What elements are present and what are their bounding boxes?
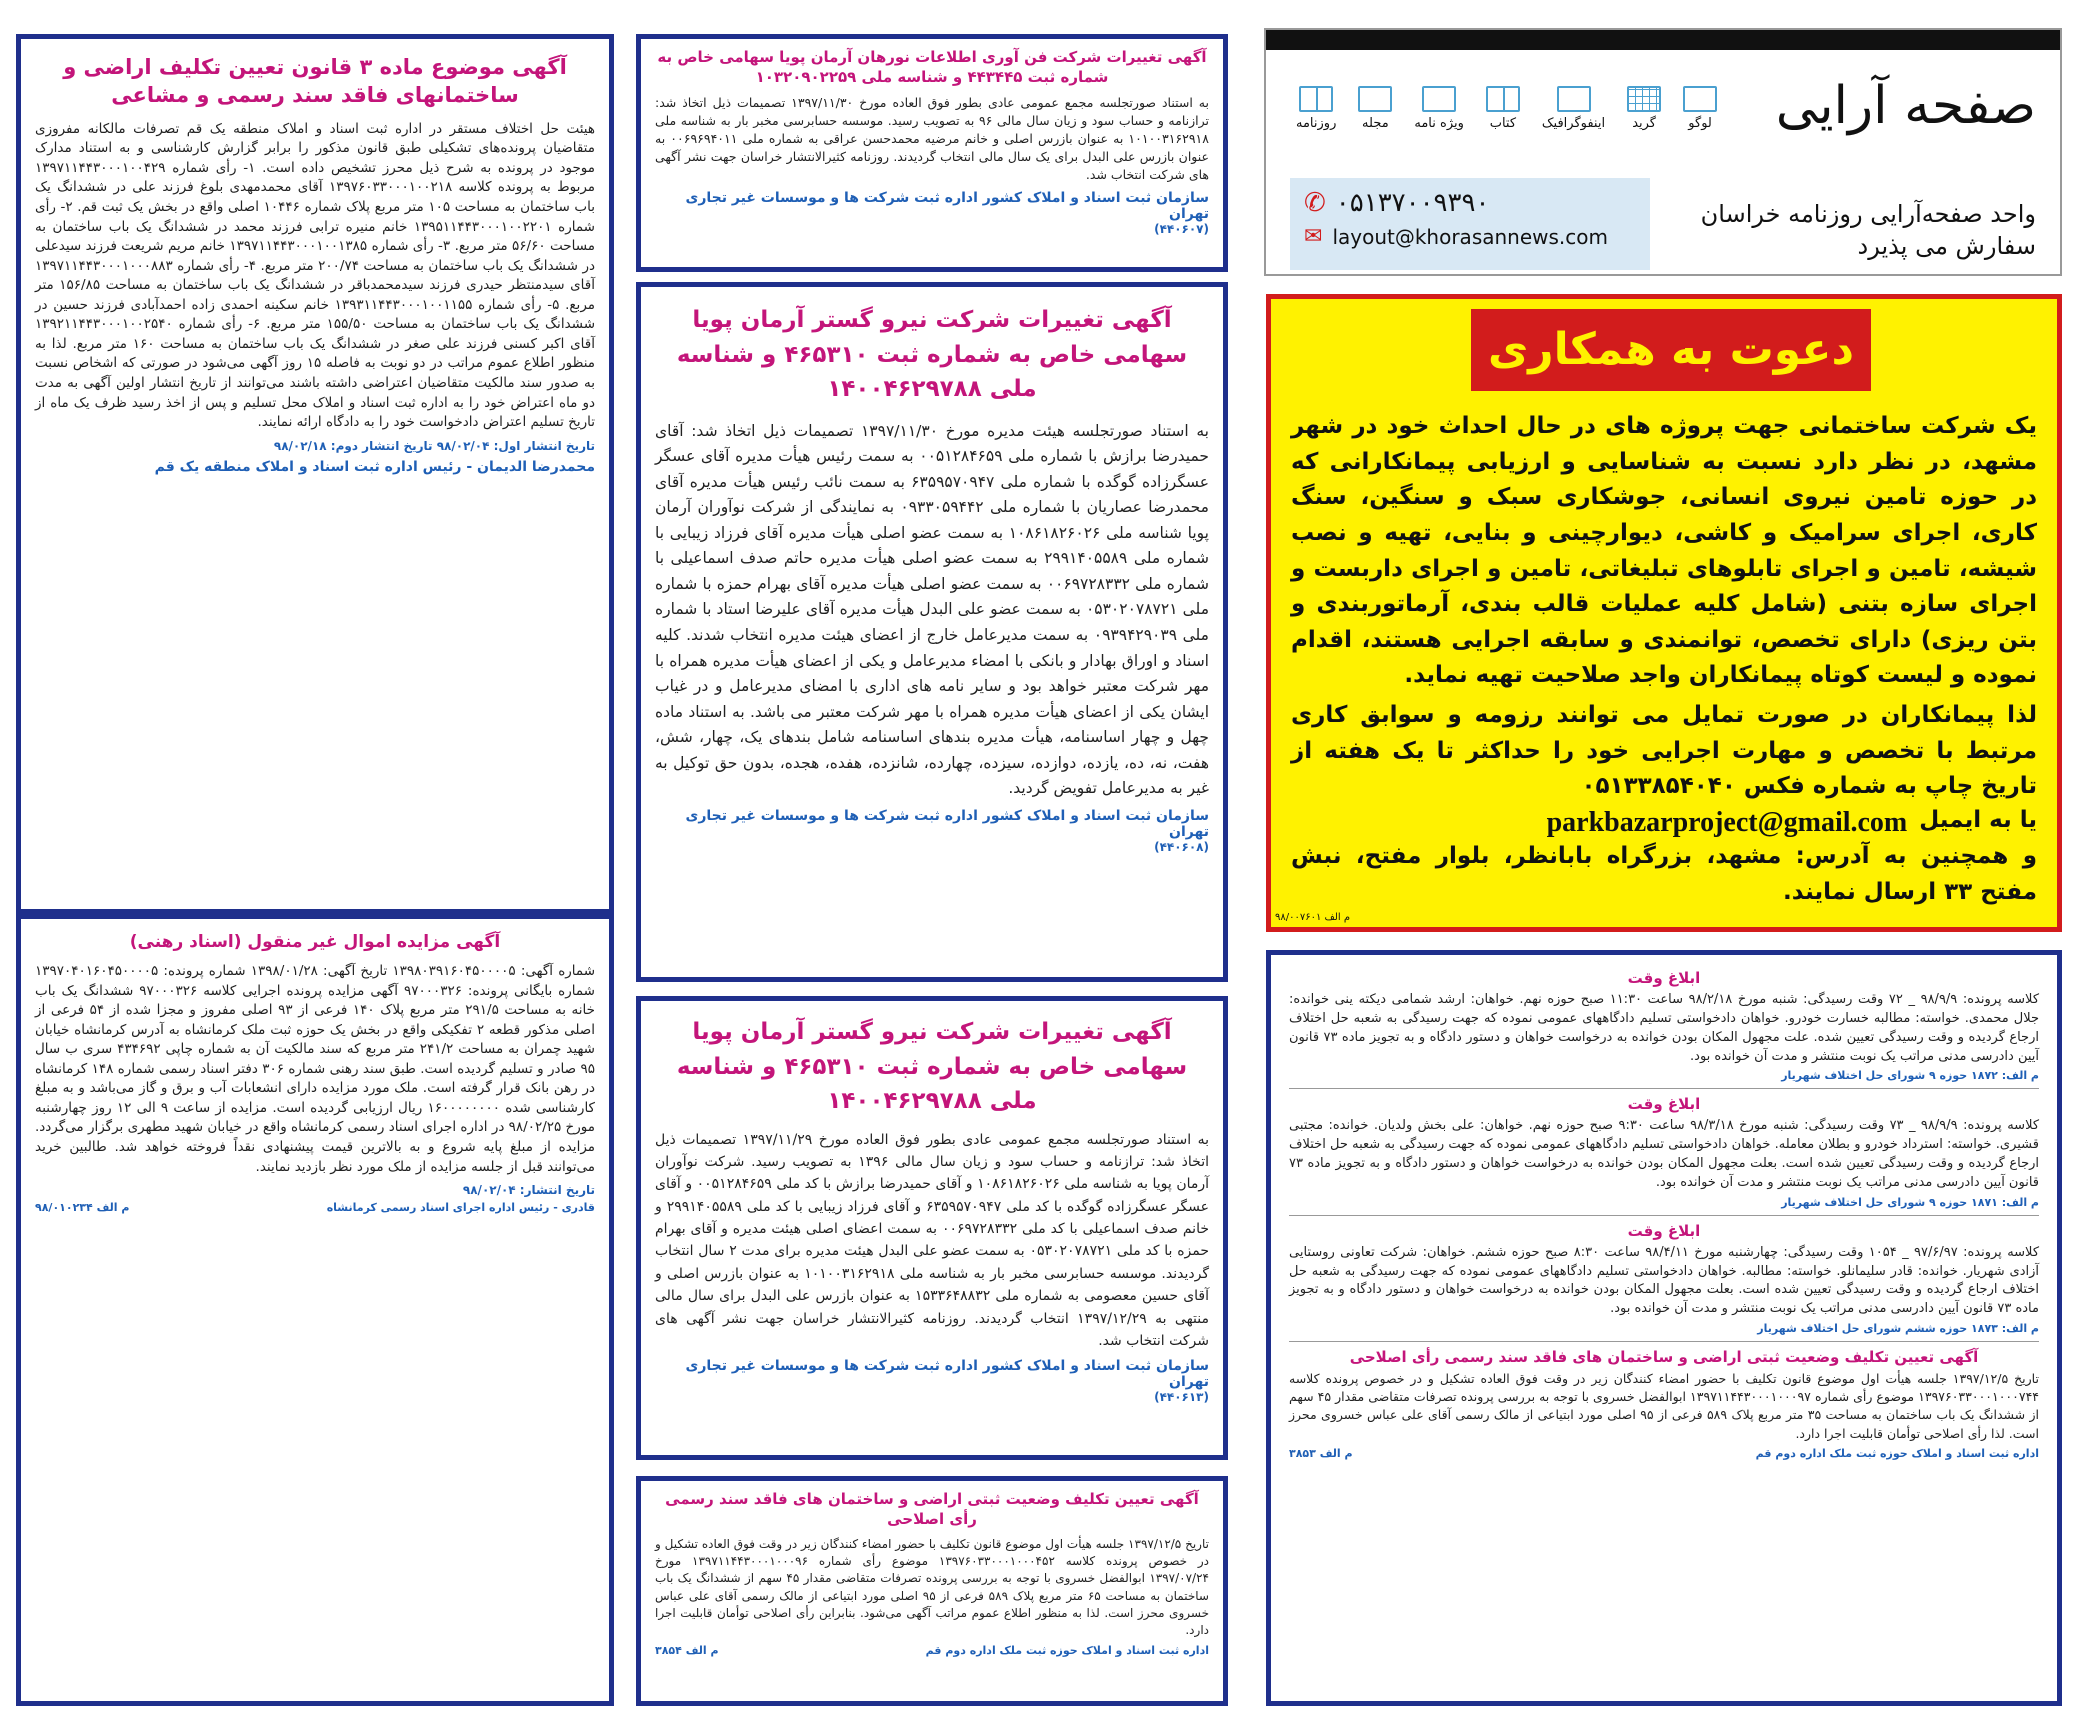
notice-code: م الف ۳۸۵۳	[1289, 1446, 1353, 1460]
divider	[1289, 1088, 2039, 1089]
mail-icon: ✉	[1304, 224, 1323, 249]
invitation-email-prefix: یا به ایمیل	[1919, 807, 2037, 834]
land-title-correction-ad	[636, 1476, 1228, 1706]
grid-icon	[1627, 86, 1661, 112]
ad-signature: قادری - رئیس اداره اجرای اسناد رسمی کرمانشاه	[326, 1201, 595, 1215]
court-notices	[1266, 950, 2062, 1706]
notice-title: آگهی تعیین تکلیف وضعیت ثبتی اراضی و ساختمان های فاقد سند رسمی رأی اصلاحی	[1349, 1348, 1979, 1367]
notice-body: کلاسه پرونده: ۹۸/۹/۹ _ ۷۲ وقت رسیدگی: شنبه مورخ ۹۸/۲/۱۸ ساعت ۱۱:۳۰ صبح حوزه نهم. خواهان: ارشد شمامی دیکته ینی خوانده: جلال محمدی. خواسته: مطالبه خسارت خودرو. خواهان دادخواستی تسلیم دادگاههای عمومی نموده که جهت رسیدگی به شعبه حل اختلاف ارجاع گردیده و وقت رسیدگی تعیین شده. علت مجهول المکان بودن خوانده به درخواست خواهان و دستور دادگاه و به تجویز ماده ۷۳ قانون آیین دادرسی مدنی مراتب یک نوبت منتشر و مدت آن خوانده بود.	[1289, 992, 2040, 1064]
logo-icon	[1683, 86, 1717, 112]
ad-dates: تاریخ انتشار اول: ۹۸/۰۲/۰۴ تاریخ انتشار دوم: ۹۸/۰۲/۱۸	[273, 438, 595, 453]
ad-code: (۴۴۰۶۱۳)	[1154, 1390, 1209, 1405]
divider	[1289, 1341, 2039, 1342]
ad-signature: سازمان ثبت اسناد و املاک کشور اداره ثبت شرکت ها و موسسات غیر تجاری تهران	[685, 190, 1209, 223]
invitation-email[interactable]: parkbazarproject@gmail.com	[1546, 807, 1908, 839]
phone-row	[1304, 188, 1636, 218]
invitation-email-row	[1291, 807, 2037, 839]
notice-body: تاریخ ۱۳۹۷/۱۲/۵ جلسه هیأت اول موضوع قانون تکلیف با حضور امضاء کنندگان زیر در وقت فوق العاده تشکیل و در خصوص پرونده کلاسه ۱۳۹۷۶۰۳۳۰۰۰۱۰۰۰۷۴۴ موضوع رأی شماره ۱۳۹۷۱۱۴۴۳۰۰۰۱۰۰۰۹۷ ابوالفضل خسروی با توجه به بررسی پرونده تصرفات متقاضی مقدار ۴۵ سهم از ششدانگ یک باب ساختمان به مساحت ۳۵ متر مربع پلاک ۵۸۹ فرعی از ۹۵ اصلی مورد ابتیاعی از مالک رسمی آقای علی عباس خسروی محرز است. لذا رأی اصلاحی توأمان قابلیت اجرا دارد.	[1289, 1371, 2039, 1441]
magazine-icon	[1358, 86, 1392, 112]
top-black-bar	[1266, 30, 2060, 50]
book-icon	[1486, 86, 1520, 112]
ad-title: آگهی تغییرات شرکت نیرو گستر آرمان پویا سهامی خاص به شماره ثبت ۴۶۵۳۱۰ و شناسه ملی ۱۴۰۰۴۶۲۹۷۸۸	[676, 307, 1188, 402]
newspaper-label: روزنامه	[1296, 116, 1337, 131]
service-note-line2: سفارش می پذیرد	[1857, 232, 2036, 261]
ad-code: (۴۴۰۶۰۷)	[1154, 222, 1209, 237]
notice-title: ابلاغ وقت	[1627, 1221, 1701, 1240]
infographic-item	[1542, 86, 1605, 131]
special-issue-label: ویژه نامه	[1414, 116, 1464, 131]
ad-body: هیئت حل اختلاف مستقر در اداره ثبت اسناد و املاک منطقه یک قم تصرفات مالکانه مفروزی متقاضیان پرونده‌های تشکیلی طبق قانون مذکور را برابر گزارش کارشناسی و به استناد مدارک موجود در پرونده به شرح ذیل محرز تشخیص داده است. ۱- رأی شماره ۱۳۹۷۱۱۴۴۳۰۰۰۱۰۰۴۲۹ مربوط به پرونده کلاسه ۱۳۹۷۶۰۳۳۰۰۰۱۰۰۲۱۸ آقای محمدمهدی بلوغ فرزند علی در ششدانگ یک باب ساختمان به مساحت ۱۰۵ متر مربع پلاک شماره ۱۰۴۴۶ اصلی واقع در بخش یک ثبت قم. ۲- رأی شماره ۱۳۹۵۱۱۴۴۳۰۰۰۱۰۰۲۲۰۱ خانم منیره ترابی فرزند محمد در ششدانگ یک باب ساختمان به مساحت ۵۶/۶۰ متر مربع. ۳- رأی شماره ۱۳۹۷۱۱۴۴۳۰۰۰۱۰۰۱۳۸۵ خانم مریم شریعت فرزند سیدعلی در ششدانگ یک باب ساختمان به مساحت ۲۰۰/۷۴ متر مربع. ۴- رأی شماره ۱۳۹۷۱۱۴۴۳۰۰۰۱۰۰۰۸۸۳ آقای سیدمنتظر حیدری فرزند سیدمحمدباقر در ششدانگ یک باب ساختمان به مساحت ۱۵۶/۸۵ متر مربع. ۵- رأی شماره ۱۳۹۳۱۱۴۴۳۰۰۰۱۰۰۱۱۵۵ خانم سکینه احمدی زاده احمدآبادی فرزند حسین در ششدانگ یک باب ساختمان به مساحت ۱۵۵/۵۰ متر مربع. ۶- رأی شماره ۱۳۹۲۱۱۴۴۳۰۰۰۱۰۰۲۵۴۰ آقای اکبر کسنی فرزند علی صغر در ششدانگ یک باب ساختمان به مساحت ۱۶۰ متر مربع. لذا به منظور اطلاع عموم مراتب در دو نوبت به فاصله ۱۵ روز آگهی می‌شود در صورتی که اشخاص نسبت به صدور سند مالکیت متقاضیان اعتراضی داشته باشند می‌توانند از تاریخ انتشار اولین آگهی به مدت دو ماه اعتراض خود را به اداره ثبت اسناد و املاک محل تسلیم و پس از اخذ رسید ظرف یک ماه از تاریخ تسلیم اعتراض دادخواست خود را به دادگاه ارائه نمایند.	[35, 120, 596, 431]
divider	[1289, 1215, 2039, 1216]
book-item	[1486, 86, 1520, 131]
logo-label: لوگو	[1688, 116, 1712, 131]
ad-dates: تاریخ انتشار: ۹۸/۰۲/۰۴	[462, 1183, 595, 1198]
ad-title: آگهی تعیین تکلیف وضعیت ثبتی اراضی و ساختمان های فاقد سند رسمی رأی اصلاحی	[665, 1490, 1199, 1529]
company-change-ad-3	[636, 996, 1228, 1460]
infographic-icon	[1557, 86, 1591, 112]
ad-body: به استناد صورتجلسه مجمع عمومی عادی بطور فوق العاده مورخ ۱۳۹۷/۱۱/۳۰ تصمیمات ذیل اتخاذ شد: ترازنامه و حساب سود و زیان سال مالی ۹۶ به تصویب رسید. موسسه حسابرسی مخبر بار به شناسه ملی ۱۰۱۰۰۳۱۶۲۹۱۸ به عنوان بازرس اصلی و خانم مرضیه محمدحسن عراقی به شماره ملی ۰۰۶۹۶۹۴۰۱۱ به عنوان بازرس علی البدل برای یک سال مالی انتخاب گردیدند. روزنامه کثیرالانتشار خراسان جهت نشر آگهی های شرکت انتخاب شد.	[655, 94, 1210, 182]
ad-code: م الف ۳۸۵۴	[655, 1643, 719, 1657]
newspaper-icon	[1299, 86, 1333, 112]
magazine-item	[1358, 86, 1392, 131]
company-change-ad-2	[636, 282, 1228, 982]
notice-3	[1289, 1222, 2039, 1335]
notice-code: م الف: ۱۸۷۳ حوزه ششم شورای حل اختلاف شهریار	[1757, 1322, 2039, 1336]
ad-title: آگهی مزایده اموال غیر منقول (اسناد رهنی)	[129, 932, 501, 952]
notice-1	[1289, 969, 2039, 1082]
ad-body: تاریخ ۱۳۹۷/۱۲/۵ جلسه هیأت اول موضوع قانون تکلیف با حضور امضاء کنندگان زیر در وقت فوق العاده تشکیل و در خصوص پرونده کلاسه ۱۳۹۷۶۰۳۳۰۰۰۱۰۰۰۴۵۲ موضوع رأی شماره ۱۳۹۷۱۱۴۴۳۰۰۰۱۰۰۰۹۶ مورخ ۱۳۹۷/۰۷/۲۴ ابوالفضل خسروی با توجه به بررسی پرونده تصرفات متقاضی مقدار ۴۵ سهم از ششدانگ یک باب ساختمان به مساحت ۶۵ متر مربع پلاک ۵۸۹ فرعی از ۹۵ اصلی مورد ابتیاعی از مالک رسمی آقای علی عباس خسروی محرز است. لذا به منظور اطلاع عموم مراتب آگهی می‌شود. بنابراین رأی اصلاحی توأمان قابلیت اجرا دارد.	[655, 1536, 1210, 1638]
magazine-label: مجله	[1362, 116, 1389, 131]
notice-signature: اداره ثبت اسناد و املاک حوزه ثبت ملک اداره دوم قم	[1755, 1446, 2039, 1460]
ad-body: شماره آگهی: ۱۳۹۸۰۳۹۱۶۰۴۵۰۰۰۰۵ تاریخ آگهی: ۱۳۹۸/۰۱/۲۸ شماره پرونده: ۱۳۹۷۰۴۰۱۶۰۴۵۰۰۰۰۵ شماره بایگانی پرونده: ۹۷۰۰۰۳۲۶ آگهی مزایده پرونده اجرایی کلاسه ۹۷۰۰۰۳۲۶ ششدانگ یک باب خانه به مساحت ۲۹۱/۵ متر مربع پلاک ۱۴۰ فرعی از ۹۳ اصلی مفروز و مجزا شده از ۵۴ فرعی از اصلی مذکور قطعه ۲ تفکیکی واقع در بخش یک حوزه ثبت ملک کرمانشاه به آدرس کرمانشاه خیابان شهید چمران به مساحت ۲۴۱/۲ متر مربع که سند مالکیت آن به شماره چاپی ۴۳۴۶۹۲ سری ب سال ۹۵ صادر و تسلیم گردیده است. طبق سند رهنی شماره ۳۰۶ دفتر اسناد رسمی شماره ۱۴۸ کرمانشاه در رهن بانک قرار گرفته است. ملک مورد مزایده دارای انشعابات آب و برق و گاز می‌باشد و به مبلغ کارشناسی شده ۱۶۰۰۰۰۰۰۰۰ ریال ارزیابی گردیده است. مزایده از ساعت ۹ الی ۱۲ روز چهارشنبه مورخ ۹۸/۰۲/۲۵ در اداره اجرای اسناد رسمی کرمانشاه واقع در خیابان شهید مطهری برگزار می‌گردد. مزایده از مبلغ پایه شروع و به بالاترین قیمت پیشنهادی نقداً فروخته خواهد شد. طالبین خرید می‌توانند قبل از جلسه مزایده از ملک مورد نظر بازدید نمایند.	[34, 962, 596, 1175]
special-issue-item	[1414, 86, 1464, 131]
phone-icon: ✆	[1304, 188, 1326, 218]
notice-title: ابلاغ وقت	[1627, 969, 1701, 987]
ad-body: به استناد صورتجلسه هیئت مدیره مورخ ۱۳۹۷/۱۱/۳۰ تصمیمات ذیل اتخاذ شد: آقای حمیدرضا برازش با شماره ملی ۰۰۵۱۲۸۴۶۵۹ به سمت رئیس هیأت مدیره آقای عسگر عسگرزاده گوگده با شماره ملی ۶۳۵۹۵۷۰۹۴۷ به سمت نائب رئیس هیأت مدیره آقای محمدرضا عصاریان با شماره ملی ۰۹۳۳۰۵۹۴۴۲ به نمایندگی از شرکت نوآوران آرمان پویا شناسه ملی ۱۰۸۶۱۸۲۶۰۲۶ به سمت عضو اصلی هیأت مدیره آقای فرزاد زیبایی با شماره ملی ۲۹۹۱۴۰۵۵۸۹ به سمت عضو اصلی هیأت مدیره حاتم صدف اسماعیلی با شماره ملی ۰۰۶۹۷۲۸۳۳۲ به سمت عضو اصلی هیأت مدیره آقای بهرام حمزه با شماره ملی ۰۵۳۰۲۰۷۸۷۲۱ به سمت عضو علی البدل هیأت مدیره آقای علیرضا استاد با شماره ملی ۰۹۳۹۴۲۹۰۳۹ به سمت مدیرعامل خارج از اعضای هیئت مدیره انتخاب شدند. کلیه اسناد و اوراق بهادار و بانکی با امضاء مدیرعامل و یکی از اعضای هیأت مدیره همراه با مهر شرکت معتبر خواهد بود و سایر نامه های اداری با امضای مدیرعامل و در غیاب ایشان یکی از اعضای هیأت مدیره همراه با مهر شرکت معتبر می باشد. به استناد ماده چهل و چهار اساسنامه، هیأت مدیره بندهای اساسنامه شامل بندهای یک، چهار، شش، هفت، نه، ده، یازده، دوازده، سیزده، چهارده، شانزده، هفده، هجده، بدون حق توکیل به غیر به مدیرعامل تفویض گردید.	[655, 421, 1209, 798]
invitation-body-3: و همچنین به آدرس: مشهد، بزرگراه بابانظر، بلوار مفتح، نبش مفتح ۳۳ ارسال نمایند.	[1291, 843, 2037, 905]
ad-title: آگهی تغییرات شرکت فن آوری اطلاعات نورهان آرمان پویا سهامی خاص به شماره ثبت ۴۴۳۴۴۵ و شناسه ملی ۱۰۳۲۰۹۰۲۲۵۹	[657, 48, 1207, 87]
email-address[interactable]: layout@khorasannews.com	[1332, 224, 1608, 249]
ad-signature: محمدرضا الدیمان - رئیس اداره ثبت اسناد و املاک منطقه یک قم	[154, 458, 595, 475]
ad-signature: اداره ثبت اسناد و املاک حوزه ثبت ملک اداره دوم قم	[925, 1643, 1209, 1657]
logo-item	[1683, 86, 1717, 131]
page-title: صفحه آرایی	[1775, 76, 2036, 136]
ad-title: آگهی تغییرات شرکت نیرو گستر آرمان پویا سهامی خاص به شماره ثبت ۴۶۵۳۱۰ و شناسه ملی ۱۴۰۰۴۶۲۹۷۸۸	[676, 1019, 1188, 1114]
service-note-line1: واحد صفحه‌آرایی روزنامه خراسان	[1700, 200, 2036, 228]
book-label: کتاب	[1489, 116, 1517, 131]
ad-code: م الف ۹۸/۰۱۰۲۳۴	[35, 1201, 130, 1215]
ad-code: (۴۴۰۶۰۸)	[1154, 839, 1209, 854]
notice-title: ابلاغ وقت	[1627, 1095, 1701, 1114]
notice-2	[1289, 1095, 2039, 1208]
email-row	[1304, 224, 1636, 249]
notice-4	[1289, 1348, 2039, 1460]
invitation-body: یک شرکت ساختمانی جهت پروژه های در حال احداث خود در شهر مشهد، در نظر دارد نسبت به شناسایی و ارزیابی پیمانکارانی که در حوزه تامین نیروی انسانی، جوشکاری سبک و سنگین، سنگ کاری، اجرای سرامیک و کاشی، دیوارچینی و بنایی، تهیه و نصب شیشه، تامین و اجرای تابلوهای تبلیغاتی، تامین و اجرای داربست و اجرای سازه بتنی (شامل کلیه عملیات قالب بندی، آرماتوربندی و بتن ریزی) دارای تخصص، توانمندی و سابقه اجرایی هستند، اقدام نموده و لیست کوتاه پیمانکاران واجد صلاحیت تهیه نماید.	[1291, 413, 2037, 689]
special-issue-icon	[1422, 86, 1456, 112]
grid-item	[1627, 86, 1661, 131]
ad-signature: سازمان ثبت اسناد و املاک کشور اداره ثبت شرکت ها و موسسات غیر تجاری تهران	[685, 807, 1209, 840]
notice-body: کلاسه پرونده: ۹۸/۹/۹ _ ۷۳ وقت رسیدگی: شنبه مورخ ۹۸/۳/۱۸ ساعت ۹:۳۰ صبح حوزه نهم. خواهان: علی بخش ولدیان. خوانده: مجتبی قشیری. خواسته: استرداد خودرو و بطلان معامله. خواهان دادخواستی تسلیم دادگاههای عمومی نموده که جهت رسیدگی به شعبه حل اختلاف ارجاع گردیده و وقت رسیدگی تعیین شده است. بعلت مجهول المکان بودن خوانده به درخواست خواهان و دستور دادگاه و به تجویز ماده ۷۳ قانون آیین دادرسی مدنی مراتب یک نوبت منتشر و مدت آن خوانده بود.	[1289, 1118, 2040, 1190]
service-icons	[1296, 86, 1717, 131]
grid-label: گرید	[1632, 116, 1656, 131]
company-change-ad-1	[636, 34, 1228, 272]
ad-signature: سازمان ثبت اسناد و املاک کشور اداره ثبت شرکت ها و موسسات غیر تجاری تهران	[685, 1358, 1209, 1391]
infographic-label: اینفوگرافیک	[1541, 116, 1606, 131]
phone-number: ۰۵۱۳۷۰۰۹۳۹۰	[1335, 188, 1490, 218]
invitation-body-2: لذا پیمانکاران در صورت تمایل می توانند رزومه و سوابق کاری مرتبط با تخصص و مهارت اجرایی خود را حداکثر تا یک هفته از تاریخ چاپ به شماره فکس ۰۵۱۳۳۸۵۴۰۴۰	[1291, 702, 2037, 800]
newspaper-item	[1296, 86, 1336, 131]
notice-code: م الف: ۱۸۷۱ حوزه ۹ شورای حل اختلاف شهریار	[1781, 1195, 2039, 1209]
notice-code: م الف: ۱۸۷۲ حوزه ۹ شورای حل اختلاف شهریار	[1781, 1069, 2039, 1083]
land-status-ad	[16, 34, 614, 914]
ad-title: آگهی موضوع ماده ۳ قانون تعیین تکلیف اراضی و ساختمانهای فاقد سند رسمی و مشاعی	[63, 55, 567, 108]
service-note	[1701, 198, 2036, 263]
notice-body: کلاسه پرونده: ۹۷/۶/۹۷ _ ۱۰۵۴ وقت رسیدگی: چهارشنبه مورخ ۹۸/۴/۱۱ ساعت ۸:۳۰ صبح حوزه ششم. خواهان: شرکت تعاونی روستایی آزادی شهریار. خوانده: قادر سلیمانلو. خواسته: مطالبه. خواهان دادخواستی تسلیم دادگاههای عمومی نموده که جهت رسیدگی به شعبه حل اختلاف ارجاع گردیده و وقت رسیدگی تعیین شده است. بعلت مجهول المکان بودن خوانده به درخواست خواهان و دستور دادگاه و به تجویز ماده ۷۳ قانون آیین دادرسی مدنی مراتب یک نوبت منتشر و مدت آن خوانده بود.	[1289, 1244, 2040, 1317]
auction-ad	[16, 914, 614, 1706]
invitation-ad	[1266, 294, 2062, 932]
invitation-title: دعوت به همکاری	[1471, 309, 1871, 391]
layout-service-header	[1264, 28, 2062, 276]
invitation-code: م الف ۹۸/۰۰۷۶۰۱	[1275, 912, 1351, 923]
ad-body: به استناد صورتجلسه مجمع عمومی عادی بطور فوق العاده مورخ ۱۳۹۷/۱۱/۲۹ تصمیمات ذیل اتخاذ شد: ترازنامه و حساب سود و زیان سال مالی ۱۳۹۶ به تصویب رسید. شرکت نوآوران آرمان پویا به شناسه ملی ۱۰۸۶۱۸۲۶۰۲۶ و آقای حمیدرضا برازش با کد ملی ۰۰۵۱۲۸۴۶۵۹ و آقای عسگر عسگرزاده گوگده با کد ملی ۶۳۵۹۵۷۰۹۴۷ و آقای فرزاد زیبایی با کد ملی ۲۹۹۱۴۰۵۵۸۹ و خانم صدف اسماعیلی با کد ملی ۰۰۶۹۷۲۸۳۳۲ به سمت اعضای اصلی هیئت مدیره و آقای بهرام حمزه با کد ملی ۰۵۳۰۲۰۷۸۷۲۱ به سمت عضو علی البدل هیئت مدیره برای مدت ۲ سال انتخاب گردیدند. موسسه حسابرسی مخبر بار به شناسه ملی ۱۰۱۰۰۳۱۶۲۹۱۸ به عنوان بازرس اصلی و آقای حسین معصومی به شماره ملی ۱۵۳۳۶۴۸۸۳۲ به عنوان بازرس علی البدل برای سال مالی منتهی به ۱۳۹۷/۱۲/۲۹ انتخاب گردیدند. روزنامه کثیرالانتشار خراسان جهت نشر آگهی های شرکت انتخاب شد.	[655, 1131, 1210, 1350]
contact-box	[1290, 178, 1650, 270]
